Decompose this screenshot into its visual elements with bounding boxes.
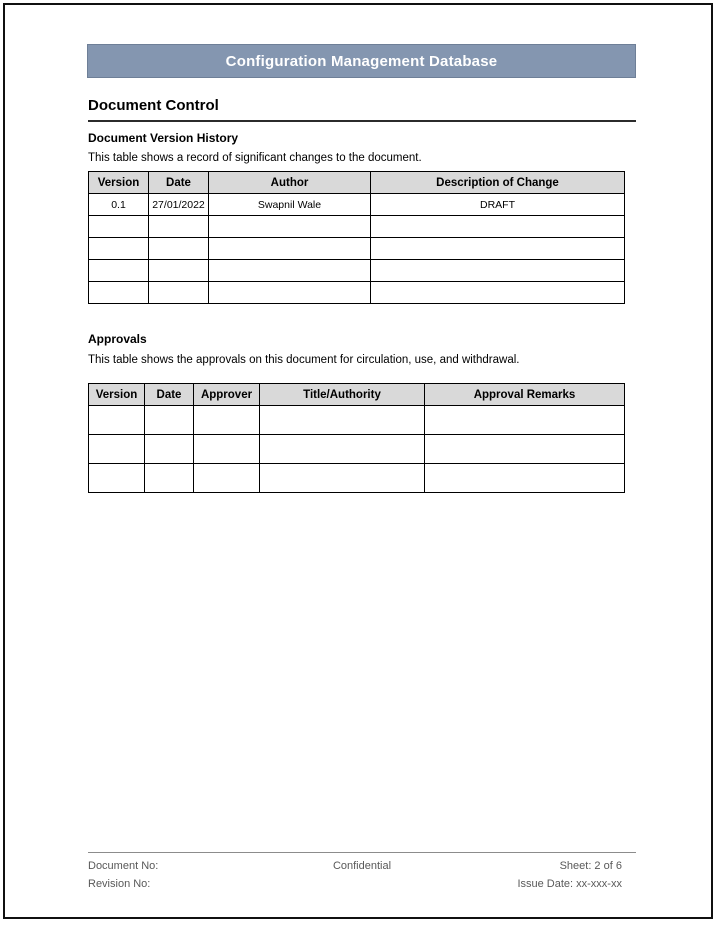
issue-date: Issue Date: xx-xxx-xx: [517, 878, 622, 890]
table-cell: 27/01/2022: [149, 194, 209, 216]
page-footer: [88, 852, 636, 893]
document-no-label: Document No:: [88, 860, 159, 872]
table-cell: [145, 435, 194, 464]
table-cell: [425, 464, 625, 493]
version_history-column-header: Version: [89, 172, 149, 194]
table-cell: [209, 216, 371, 238]
table-row: [89, 238, 625, 260]
table-cell: [145, 406, 194, 435]
table-row: [89, 260, 625, 282]
revision-no-label: Revision No:: [88, 878, 151, 890]
table-row: [89, 194, 625, 216]
approvals-column-header: Approver: [194, 384, 260, 406]
table-cell: [194, 406, 260, 435]
approvals-description: This table shows the approvals on this document for circulation, use, and withdrawal.: [88, 354, 520, 366]
document-title: Configuration Management Database: [225, 52, 498, 70]
approvals-heading: Approvals: [88, 332, 147, 346]
approvals-header-row: [89, 384, 625, 406]
table-cell: [145, 464, 194, 493]
table-cell: [260, 464, 425, 493]
version-history-table: [88, 171, 625, 304]
table-cell: [89, 282, 149, 304]
table-cell: [260, 435, 425, 464]
version-history-description: This table shows a record of significant changes to the document.: [88, 152, 422, 164]
table-cell: [89, 238, 149, 260]
version_history-column-header: Description of Change: [371, 172, 625, 194]
table-row: [89, 435, 625, 464]
confidential-label: Confidential: [332, 860, 392, 872]
table-cell: [209, 260, 371, 282]
table-cell: [425, 435, 625, 464]
table-cell: [149, 216, 209, 238]
document-title-banner: [87, 44, 636, 78]
footer-center: [269, 857, 455, 893]
table-cell: [89, 406, 145, 435]
table-cell: DRAFT: [371, 194, 625, 216]
table-cell: [209, 238, 371, 260]
document-control-heading-block: [88, 97, 636, 122]
version-history-heading: Document Version History: [88, 131, 239, 145]
table-cell: 0.1: [89, 194, 149, 216]
table-cell: [371, 238, 625, 260]
table-row: [89, 282, 625, 304]
approvals-column-header: Date: [145, 384, 194, 406]
approvals-column-header: Approval Remarks: [425, 384, 625, 406]
table-row: [89, 216, 625, 238]
footer-right: [455, 857, 636, 893]
table-cell: [149, 238, 209, 260]
sheet-number: Sheet: 2 of 6: [559, 860, 622, 872]
table-cell: [371, 282, 625, 304]
table-row: [89, 464, 625, 493]
table-cell: [89, 464, 145, 493]
table-cell: [260, 406, 425, 435]
version_history-column-header: Author: [209, 172, 371, 194]
table-cell: [371, 216, 625, 238]
table-cell: [149, 260, 209, 282]
table-cell: [371, 260, 625, 282]
approvals-column-header: Version: [89, 384, 145, 406]
table-cell: Swapnil Wale: [209, 194, 371, 216]
approvals-column-header: Title/Authority: [260, 384, 425, 406]
footer-left: [88, 857, 269, 893]
table-cell: [194, 435, 260, 464]
table-cell: [89, 216, 149, 238]
approvals-table: [88, 383, 625, 493]
version_history-header-row: [89, 172, 625, 194]
table-cell: [89, 435, 145, 464]
table-cell: [209, 282, 371, 304]
table-row: [89, 406, 625, 435]
section-title: Document Control: [88, 97, 219, 114]
table-cell: [425, 406, 625, 435]
version_history-column-header: Date: [149, 172, 209, 194]
table-cell: [149, 282, 209, 304]
table-cell: [194, 464, 260, 493]
table-cell: [89, 260, 149, 282]
